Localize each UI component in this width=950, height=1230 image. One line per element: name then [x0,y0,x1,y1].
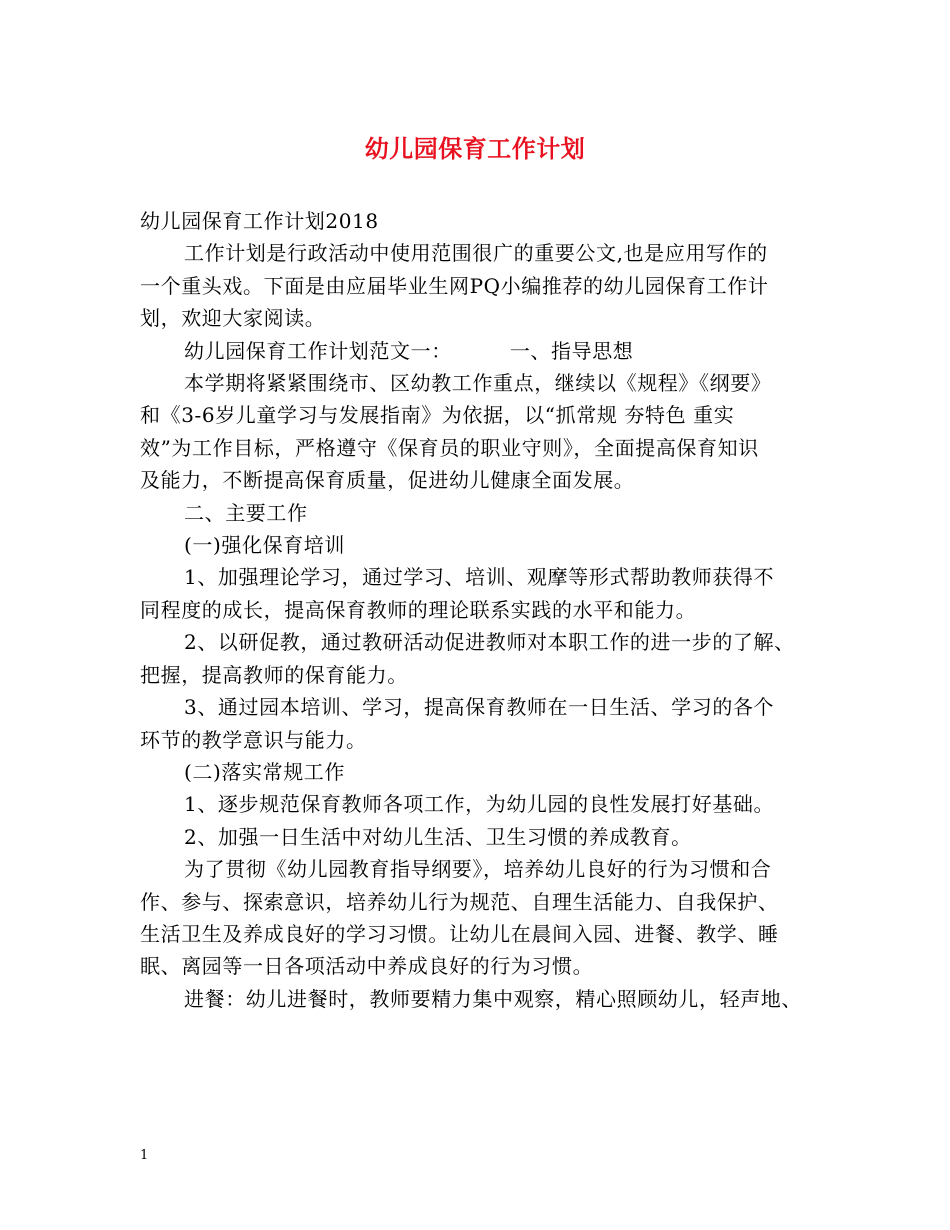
line-text: 3、通过园本培训、学习，提高保育教师在一日生活、学习的各个 [184,695,775,720]
line-text: 效”为工作目标，严格遵守《保育员的职业守则》，全面提高保育知识 [140,435,759,460]
line-text: (一)强化保育培训 [184,533,346,558]
line-text: 1、逐步规范保育教师各项工作，为幼儿园的良性发展打好基础。 [184,792,775,817]
paragraph-line [140,302,820,334]
line-text: 2、加强一日生活中对幼儿生活、卫生习惯的养成教育。 [184,824,692,849]
line-text: 为了贯彻《幼儿园教育指导纲要》，培养幼儿良好的行为习惯和合 [184,857,772,882]
document-title: 幼儿园保育工作计划 [364,134,586,163]
section-heading: 一、指导思想 [509,338,634,363]
line-text: 眠、离园等一日各项活动中养成良好的行为习惯。 [140,954,594,979]
paragraph-line [140,335,820,367]
paragraph-line [140,529,820,561]
line-text: 1、加强理论学习，通过学习、培训、观摩等形式帮助教师获得不 [184,565,775,590]
paragraph-line [140,886,820,918]
paragraph-line [140,691,820,723]
line-text: 划，欢迎大家阅读。 [140,306,326,331]
paragraph-line [140,788,820,820]
paragraph-line [140,367,820,399]
paragraph-line [140,464,820,496]
line-text: 一个重头戏。下面是由应届毕业生网PQ小编推荐的幼儿园保育工作计 [140,273,769,298]
paragraph-line [140,561,820,593]
line-text: 幼儿园保育工作计划范文一： [184,338,452,363]
paragraph-line [140,821,820,853]
paragraph-line [140,399,820,431]
line-text: 作、参与、探索意识，培养幼儿行为规范、自理生活能力、自我保护、 [140,889,779,914]
line-text: 本学期将紧紧围绕市、区幼教工作重点，继续以《规程》《纲要》 [184,371,772,396]
line-text: 和《3-6岁儿童学习与发展指南》为依据，以“抓常规 夯特色 重实 [140,403,735,428]
line-text: 生活卫生及养成良好的学习习惯。让幼儿在晨间入园、进餐、教学、睡 [140,921,779,946]
line-text: 工作计划是行政活动中使用范围很广的重要公文,也是应用写作的 [184,241,768,266]
paragraph-line [140,205,820,237]
line-text: 把握，提高教师的保育能力。 [140,662,408,687]
line-text: 2、以研促教，通过教研活动促进教师对本职工作的进一步的了解、 [184,630,795,655]
paragraph-line [140,756,820,788]
paragraph-line [140,853,820,885]
paragraph-line [140,983,820,1015]
paragraph-line [140,659,820,691]
paragraph-line [140,237,820,269]
line-text: 二、主要工作 [184,500,308,525]
paragraph-line [140,594,820,626]
paragraph-line [140,432,820,464]
paragraph-line [140,724,820,756]
line-text: 幼儿园保育工作计划2018 [140,209,379,233]
paragraph-line [140,497,820,529]
document-body [140,205,820,1015]
page-number: 1 [140,1148,149,1163]
line-text: 及能力，不断提高保育质量，促进幼儿健康全面发展。 [140,468,635,493]
paragraph-line [140,918,820,950]
line-text: 同程度的成长，提高保育教师的理论联系实践的水平和能力。 [140,597,697,622]
paragraph-line [140,270,820,302]
line-text: 进餐：幼儿进餐时，教师要精力集中观察，精心照顾幼儿，轻声地、 [184,986,802,1011]
paragraph-line [140,950,820,982]
line-text: 环节的教学意识与能力。 [140,727,367,752]
paragraph-line [140,626,820,658]
line-text: (二)落实常规工作 [184,759,346,784]
